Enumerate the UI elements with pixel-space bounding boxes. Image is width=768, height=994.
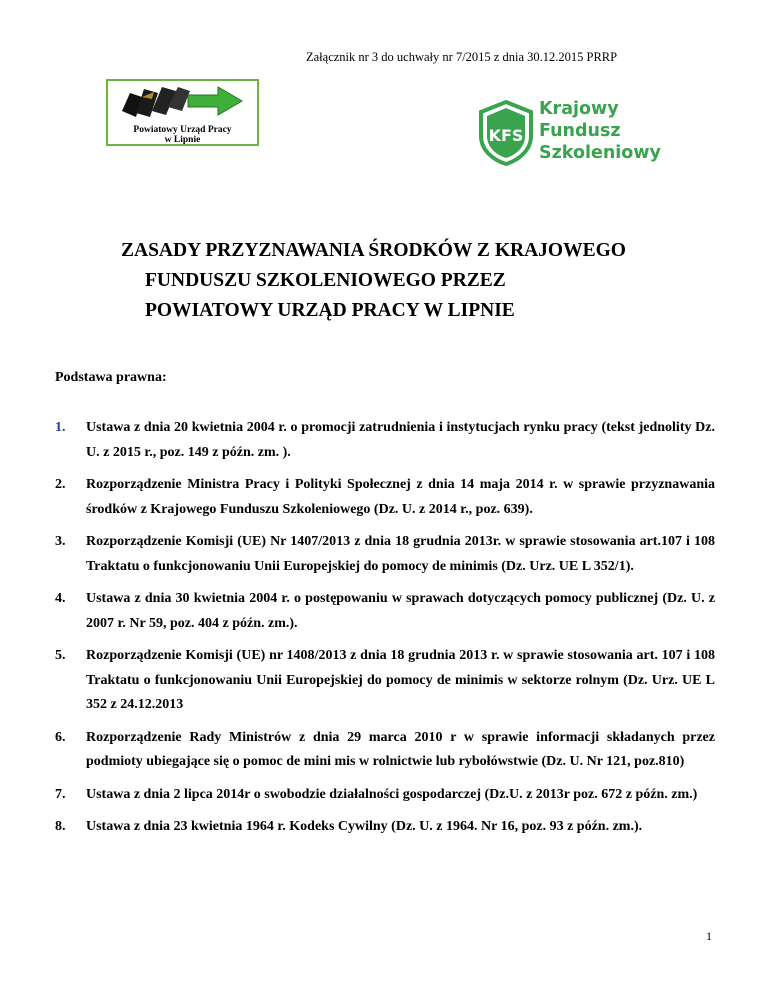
item-text: Ustawa z dnia 30 kwietnia 2004 r. o postępowaniu w sprawach dotyczących pomocy publicznej (Dz. U. z 2007 r. Nr 59, poz. 404 z późn. zm.). [86,591,715,631]
list-item [55,726,715,775]
item-text: Ustawa z dnia 20 kwietnia 2004 r. o promocji zatrudnienia i instytucjach rynku pracy (tekst jednolity Dz. U. z 2015 r., poz. 149 z późn. zm. ). [86,420,715,460]
kfs-shield-icon [477,100,535,166]
item-number: 7. [55,786,66,802]
pup-logo [106,79,259,146]
item-number: 1. [55,420,66,435]
item-number: 8. [55,819,66,834]
item-text: Rozporządzenie Ministra Pracy i Polityki Społecznej z dnia 14 maja 2014 r. w sprawie przyznawania środków z Krajowego Funduszu Szkoleniowego (Dz. U. z 2014 r., poz. 639). [86,477,715,517]
list-item [55,783,715,808]
item-text: Ustawa z dnia 23 kwietnia 1964 r. Kodeks Cywilny (Dz. U. z 1964. Nr 16, poz. 93 z późn. zm.). [86,819,643,834]
item-number: 3. [55,534,66,549]
item-text: Rozporządzenie Komisji (UE) nr 1408/2013 z dnia 18 grudnia 2013 r. w sprawie stosowania art. 107 i 108 Traktatu o funkcjonowaniu Unii Europejskiej do pomocy de minimis w sektorze rolnym (Dz. Urz. UE L 352 z 24.12.2013 [86,648,715,712]
folders-arrow-icon [108,81,258,126]
item-text: Ustawa z dnia 2 lipca 2014r o swobodzie działalności gospodarczej (Dz.U. z 2013r poz. 672 z późn. zm.) [86,786,698,802]
list-item [55,416,715,465]
kfs-logo-text [539,98,661,164]
list-item [55,530,715,579]
document-title [0,236,768,326]
item-number: 6. [55,729,66,745]
item-text: Rozporządzenie Komisji (UE) Nr 1407/2013 z dnia 18 grudnia 2013r. w sprawie stosowania art.107 i 108 Traktatu o funkcjonowaniu Unii Europejskiej do pomocy de minimis (Dz. Urz. UE L 352/1). [86,534,715,574]
list-item [55,815,715,840]
attachment-note: Załącznik nr 3 do uchwały nr 7/2015 z dnia 30.12.2015 PRRP [306,50,618,64]
item-number: 2. [55,477,66,492]
page-number: 1 [706,929,712,943]
pup-logo-name [108,125,257,145]
kfs-logo [477,96,661,176]
item-number: 5. [55,648,66,663]
title-line2: FUNDUSZU SZKOLENIOWEGO PRZEZ [145,270,506,291]
list-item [55,587,715,636]
kfs-line3: Szkoleniowy [539,143,661,163]
legal-basis-list [55,416,715,848]
pup-logo-line1: Powiatowy Urząd Pracy [133,125,232,135]
legal-basis-heading: Podstawa prawna: [55,370,167,385]
title-line3: POWIATOWY URZĄD PRACY W LIPNIE [145,300,515,321]
kfs-abbr: KFS [488,126,524,145]
item-text: Rozporządzenie Rady Ministrów z dnia 29 marca 2010 r w sprawie informacji składanych przez podmioty ubiegające się o pomoc de mini mis w rolnictwie lub rybołówstwie (Dz. U. Nr 121, poz.810) [86,729,715,769]
pup-logo-line2: w Lipnie [164,135,201,145]
kfs-line1: Krajowy [539,99,619,119]
kfs-line2: Fundusz [539,121,621,141]
title-line1: ZASADY PRZYZNAWANIA ŚRODKÓW Z KRAJOWEGO [121,240,626,261]
item-number: 4. [55,591,66,606]
list-item [55,473,715,522]
list-item [55,644,715,718]
